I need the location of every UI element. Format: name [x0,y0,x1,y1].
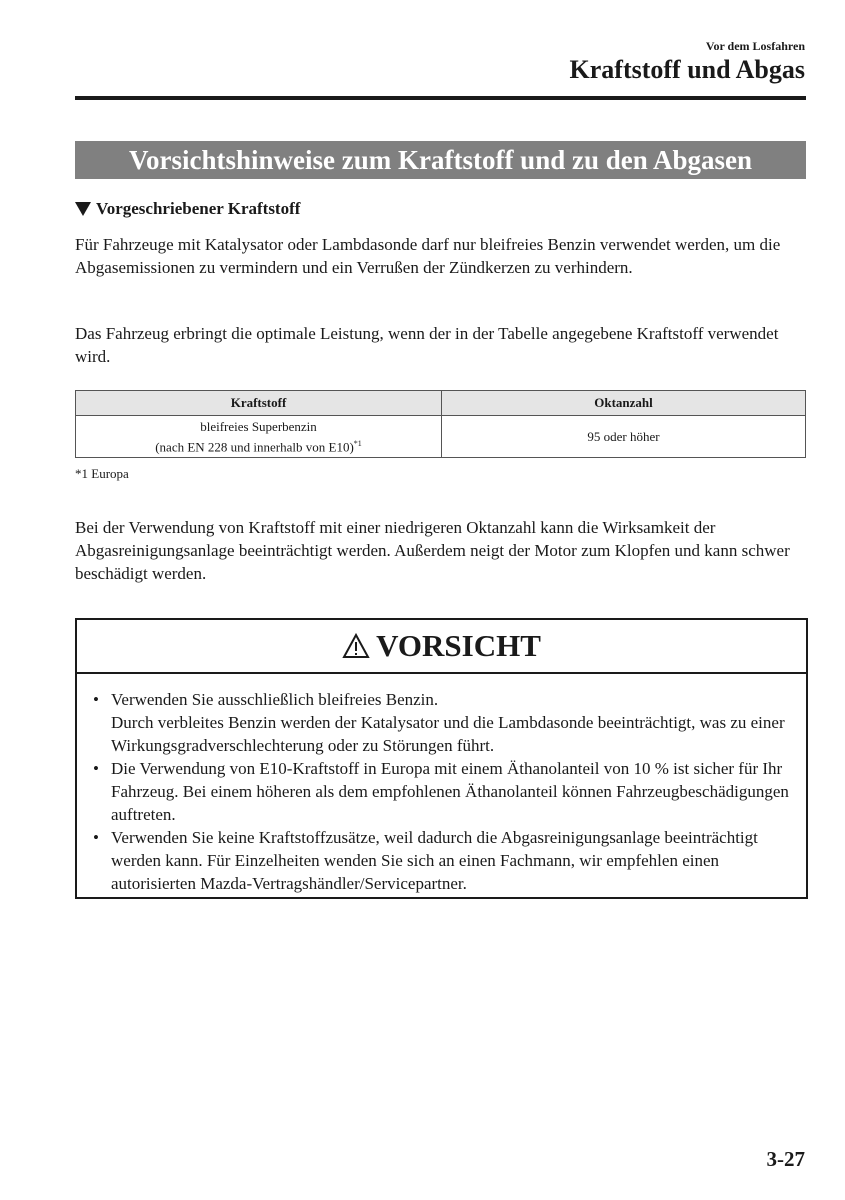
bullet-icon: • [93,759,99,778]
section-label: Vor dem Losfahren [705,39,805,53]
table-header-row [76,391,806,416]
paragraph-unleaded: Für Fahrzeuge mit Katalysator oder Lambdasonde darf nur bleifreies Benzin verwendet werden, um die Abgasemissionen zu vermindern und ein Verrußen der Zündkerzen zu verhindern. [75,235,781,277]
octane-cell: 95 oder höher [442,416,806,458]
footnote: *1 Europa [75,466,129,481]
caution-item-text: Die Verwendung von E10-Kraftstoff in Europa mit einem Äthanolanteil von 10 % ist sicher für Ihr Fahrzeug. Bei einem höheren als dem empfohlenen Äthanolanteil können Fahrzeugbeschädigungen auftreten. [111,759,789,824]
caution-title: VORSICHT [376,628,541,663]
paragraph-low-octane: Bei der Verwendung von Kraftstoff mit einer niedrigeren Oktanzahl kann die Wirksamkeit der Abgasreinigungsanlage beeinträchtigt werden. Außerdem neigt der Motor zum Klopfen und kann schwer beschädigt werden. [75,518,790,583]
subheading-text: Vorgeschriebener Kraftstoff [96,199,301,218]
subheading [75,199,300,219]
fuel-standard: (nach EN 228 und innerhalb von E10) [155,439,354,455]
list-item [89,757,796,826]
fuel-cell [76,416,442,458]
warning-triangle-icon [342,633,370,659]
table-row [76,416,806,458]
bullet-icon: • [93,690,99,709]
caution-item-text: Verwenden Sie keine Kraftstoffzusätze, weil dadurch die Abgasreinigungsanlage beeinträchtigt werden kann. Für Einzelheiten wenden Sie sich an einen Fachmann, wir empfehlen einen autorisierten Mazda-Vertragshändler/Servicepartner. [111,828,758,893]
table-header-octane: Oktanzahl [442,391,806,416]
paragraph-performance: Das Fahrzeug erbringt die optimale Leistung, wenn der in der Tabelle angegebene Kraftstoff verwendet wird. [75,324,779,366]
section-banner: Vorsichtshinweise zum Kraftstoff und zu den Abgasen [75,141,806,179]
caution-item-detail: Durch verbleites Benzin werden der Katalysator und die Lambdasonde beeinträchtigt, was zu einer Wirkungsgradverschlechterung oder zu Störungen führt. [111,713,785,755]
page-number: 3-27 [766,1147,805,1171]
caution-item-text: Verwenden Sie ausschließlich bleifreies Benzin. [111,690,439,709]
caution-box [75,618,808,899]
list-item [89,826,796,895]
header-rule [75,96,806,100]
caution-list [77,674,806,895]
triangle-down-icon [75,202,91,216]
footnote-marker: *1 [353,439,362,448]
page-title: Kraftstoff und Abgas [569,55,805,84]
list-item [89,688,796,757]
table-header-fuel: Kraftstoff [76,391,442,416]
fuel-type: bleifreies Superbenzin [200,419,317,434]
fuel-table [75,390,806,458]
caution-header [77,620,806,674]
bullet-icon: • [93,828,99,847]
